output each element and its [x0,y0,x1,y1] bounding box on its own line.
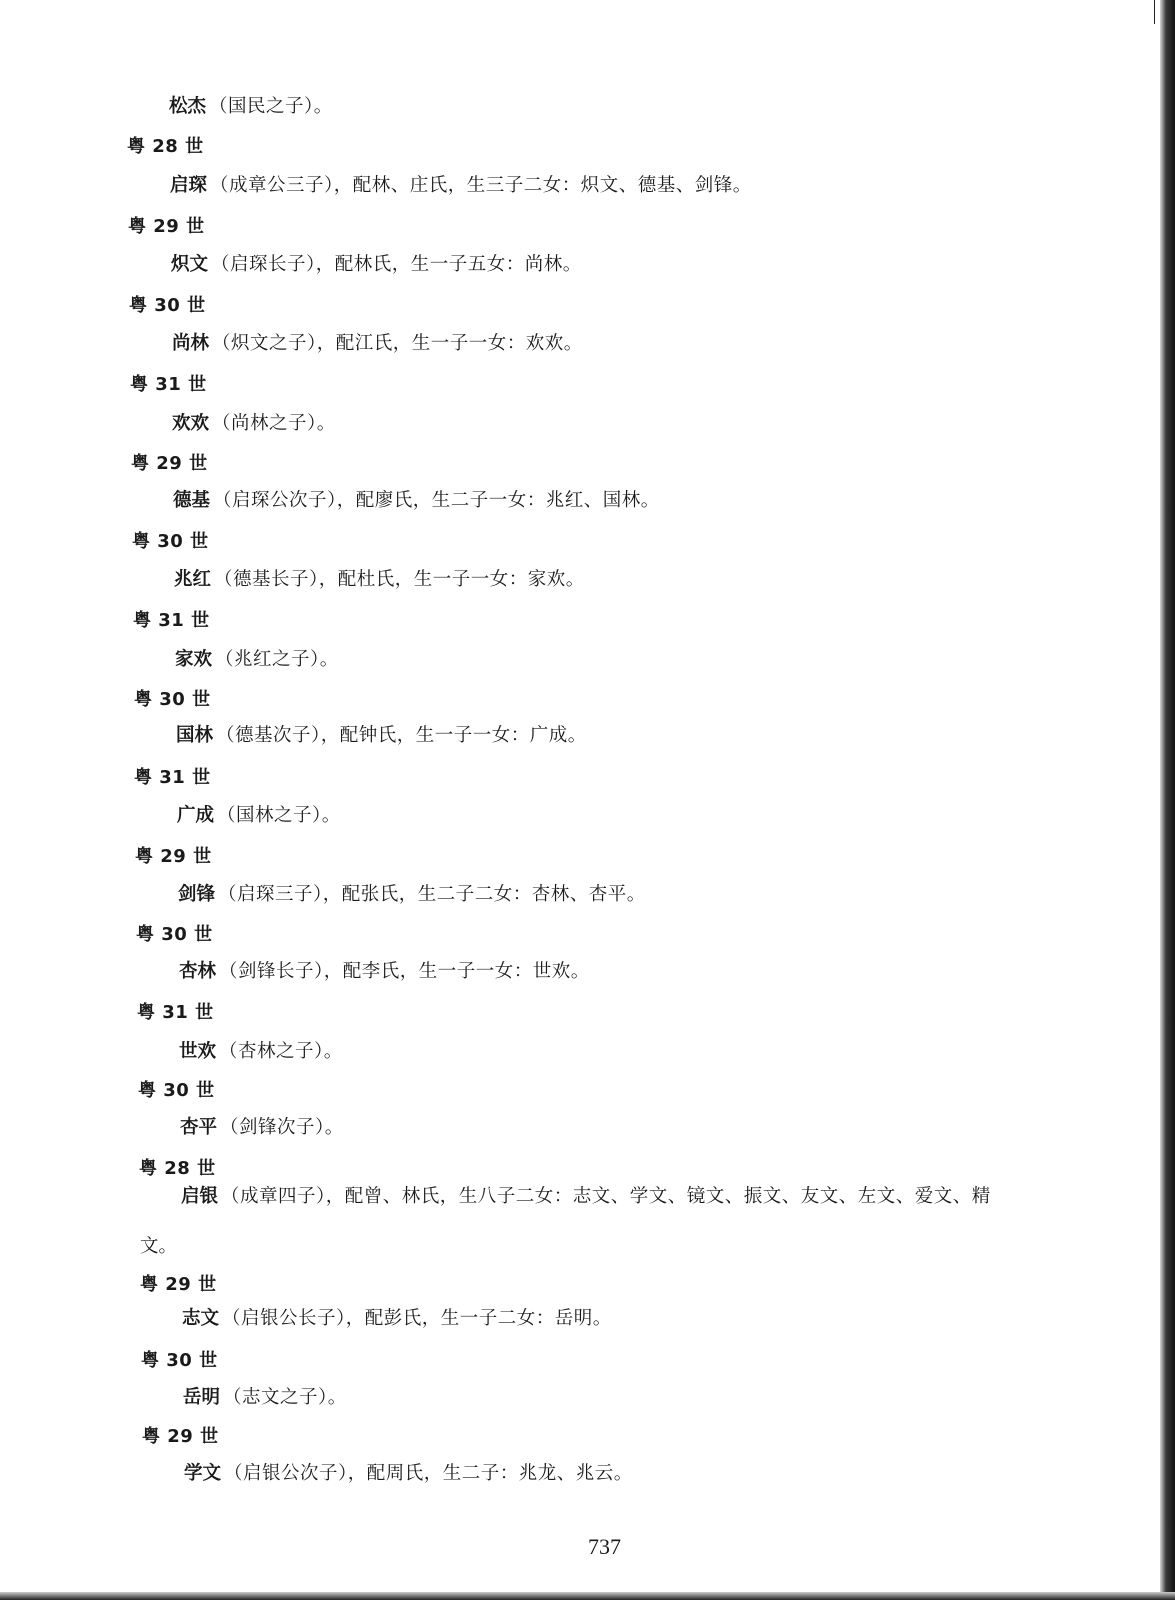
entry-text: （国林之子）。 [217,805,341,826]
genealogy-entry [181,1182,991,1208]
generation-heading: 粤 28 世 [139,1158,216,1179]
person-name: 德基 [173,490,211,511]
person-name: 国林 [176,725,214,746]
person-name: 松杰 [169,96,207,117]
entry-text: （尚林之子）。 [212,413,336,434]
generation-heading: 粤 30 世 [134,689,211,710]
person-name: 尚林 [172,333,210,354]
generation-heading: 粤 28 世 [127,136,204,157]
genealogy-entry [170,171,752,197]
person-name: 欢欢 [172,413,210,434]
entry-text: （兆红之子）。 [215,649,339,670]
entry-text: （成章四子），配曾、林氏，生八子二女：志文、学文、镜文、振文、友文、左文、爱文、精 [221,1186,991,1207]
generation-heading: 粤 29 世 [135,846,212,867]
person-name: 杏林 [179,961,217,982]
entry-text: （成章公三子），配林、庄氏，生三子二女：炽文、德基、剑锋。 [210,175,752,196]
scan-edge-bottom [0,1592,1175,1600]
genealogy-entry [171,250,582,276]
genealogy-entry [184,1459,633,1485]
genealogy-entry [174,565,585,591]
generation-heading: 粤 31 世 [130,374,207,395]
entry-text: （炽文之子），配江氏，生一子一女：欢欢。 [212,333,583,354]
entry-text: （德基长子），配杜氏，生一子一女：家欢。 [214,569,585,590]
scan-edge-right [1160,0,1175,1600]
genealogy-entry [177,801,341,827]
genealogy-entry [182,1304,612,1330]
scan-mark [1154,0,1155,24]
person-name: 世欢 [179,1041,217,1062]
person-name: 炽文 [171,254,209,275]
person-name: 家欢 [175,649,213,670]
person-name: 广成 [177,805,215,826]
genealogy-entry [183,1383,347,1409]
person-name: 志文 [182,1308,220,1329]
generation-heading: 粤 31 世 [134,767,211,788]
genealogy-entry [179,957,590,983]
entry-text: （剑锋长子），配李氏，生一子一女：世欢。 [219,961,590,982]
person-name: 兆红 [174,569,212,590]
generation-heading: 粤 30 世 [138,1080,215,1101]
genealogy-entry [172,329,583,355]
person-name: 启琛 [170,175,208,196]
generation-heading: 粤 30 世 [141,1350,218,1371]
person-name: 学文 [184,1463,222,1484]
page-number: 737 [588,1534,621,1559]
person-name: 启银 [181,1186,219,1207]
generation-heading: 粤 31 世 [137,1002,214,1023]
generation-heading: 粤 30 世 [129,295,206,316]
entry-text: （杏林之子）。 [219,1041,343,1062]
genealogy-entry [169,92,333,118]
genealogy-entry [173,486,660,512]
entry-text: （启银公次子），配周氏，生二子：兆龙、兆云。 [224,1463,633,1484]
entry-text: （志文之子）。 [223,1387,347,1408]
generation-heading: 粤 31 世 [133,610,210,631]
entry-text: （国民之子）。 [209,96,333,117]
generation-heading: 粤 29 世 [140,1274,217,1295]
entry-text: （剑锋次子）。 [220,1117,344,1138]
genealogy-entry [180,1113,344,1139]
person-name: 岳明 [183,1387,221,1408]
person-name: 剑锋 [178,884,216,905]
entry-text: （启银公长子），配彭氏，生一子二女：岳明。 [222,1308,612,1329]
genealogy-entry [178,880,646,906]
generation-heading: 粤 30 世 [132,531,209,552]
genealogy-entry [172,409,336,435]
entry-text: （启琛三子），配张氏，生二子二女：杏林、杏平。 [218,884,646,905]
entry-text: （德基次子），配钟氏，生一子一女：广成。 [216,725,587,746]
generation-heading: 粤 29 世 [131,453,208,474]
entry-continuation: 文。 [140,1236,178,1257]
genealogy-entry [176,721,587,747]
entry-text: （启琛长子），配林氏，生一子五女：尚林。 [211,254,582,275]
generation-heading: 粤 29 世 [128,216,205,237]
person-name: 杏平 [180,1117,218,1138]
entry-text: （启琛公次子），配廖氏，生二子一女：兆红、国林。 [213,490,660,511]
generation-heading: 粤 29 世 [142,1426,219,1447]
generation-heading: 粤 30 世 [136,924,213,945]
genealogy-entry [179,1037,343,1063]
genealogy-entry [175,645,339,671]
